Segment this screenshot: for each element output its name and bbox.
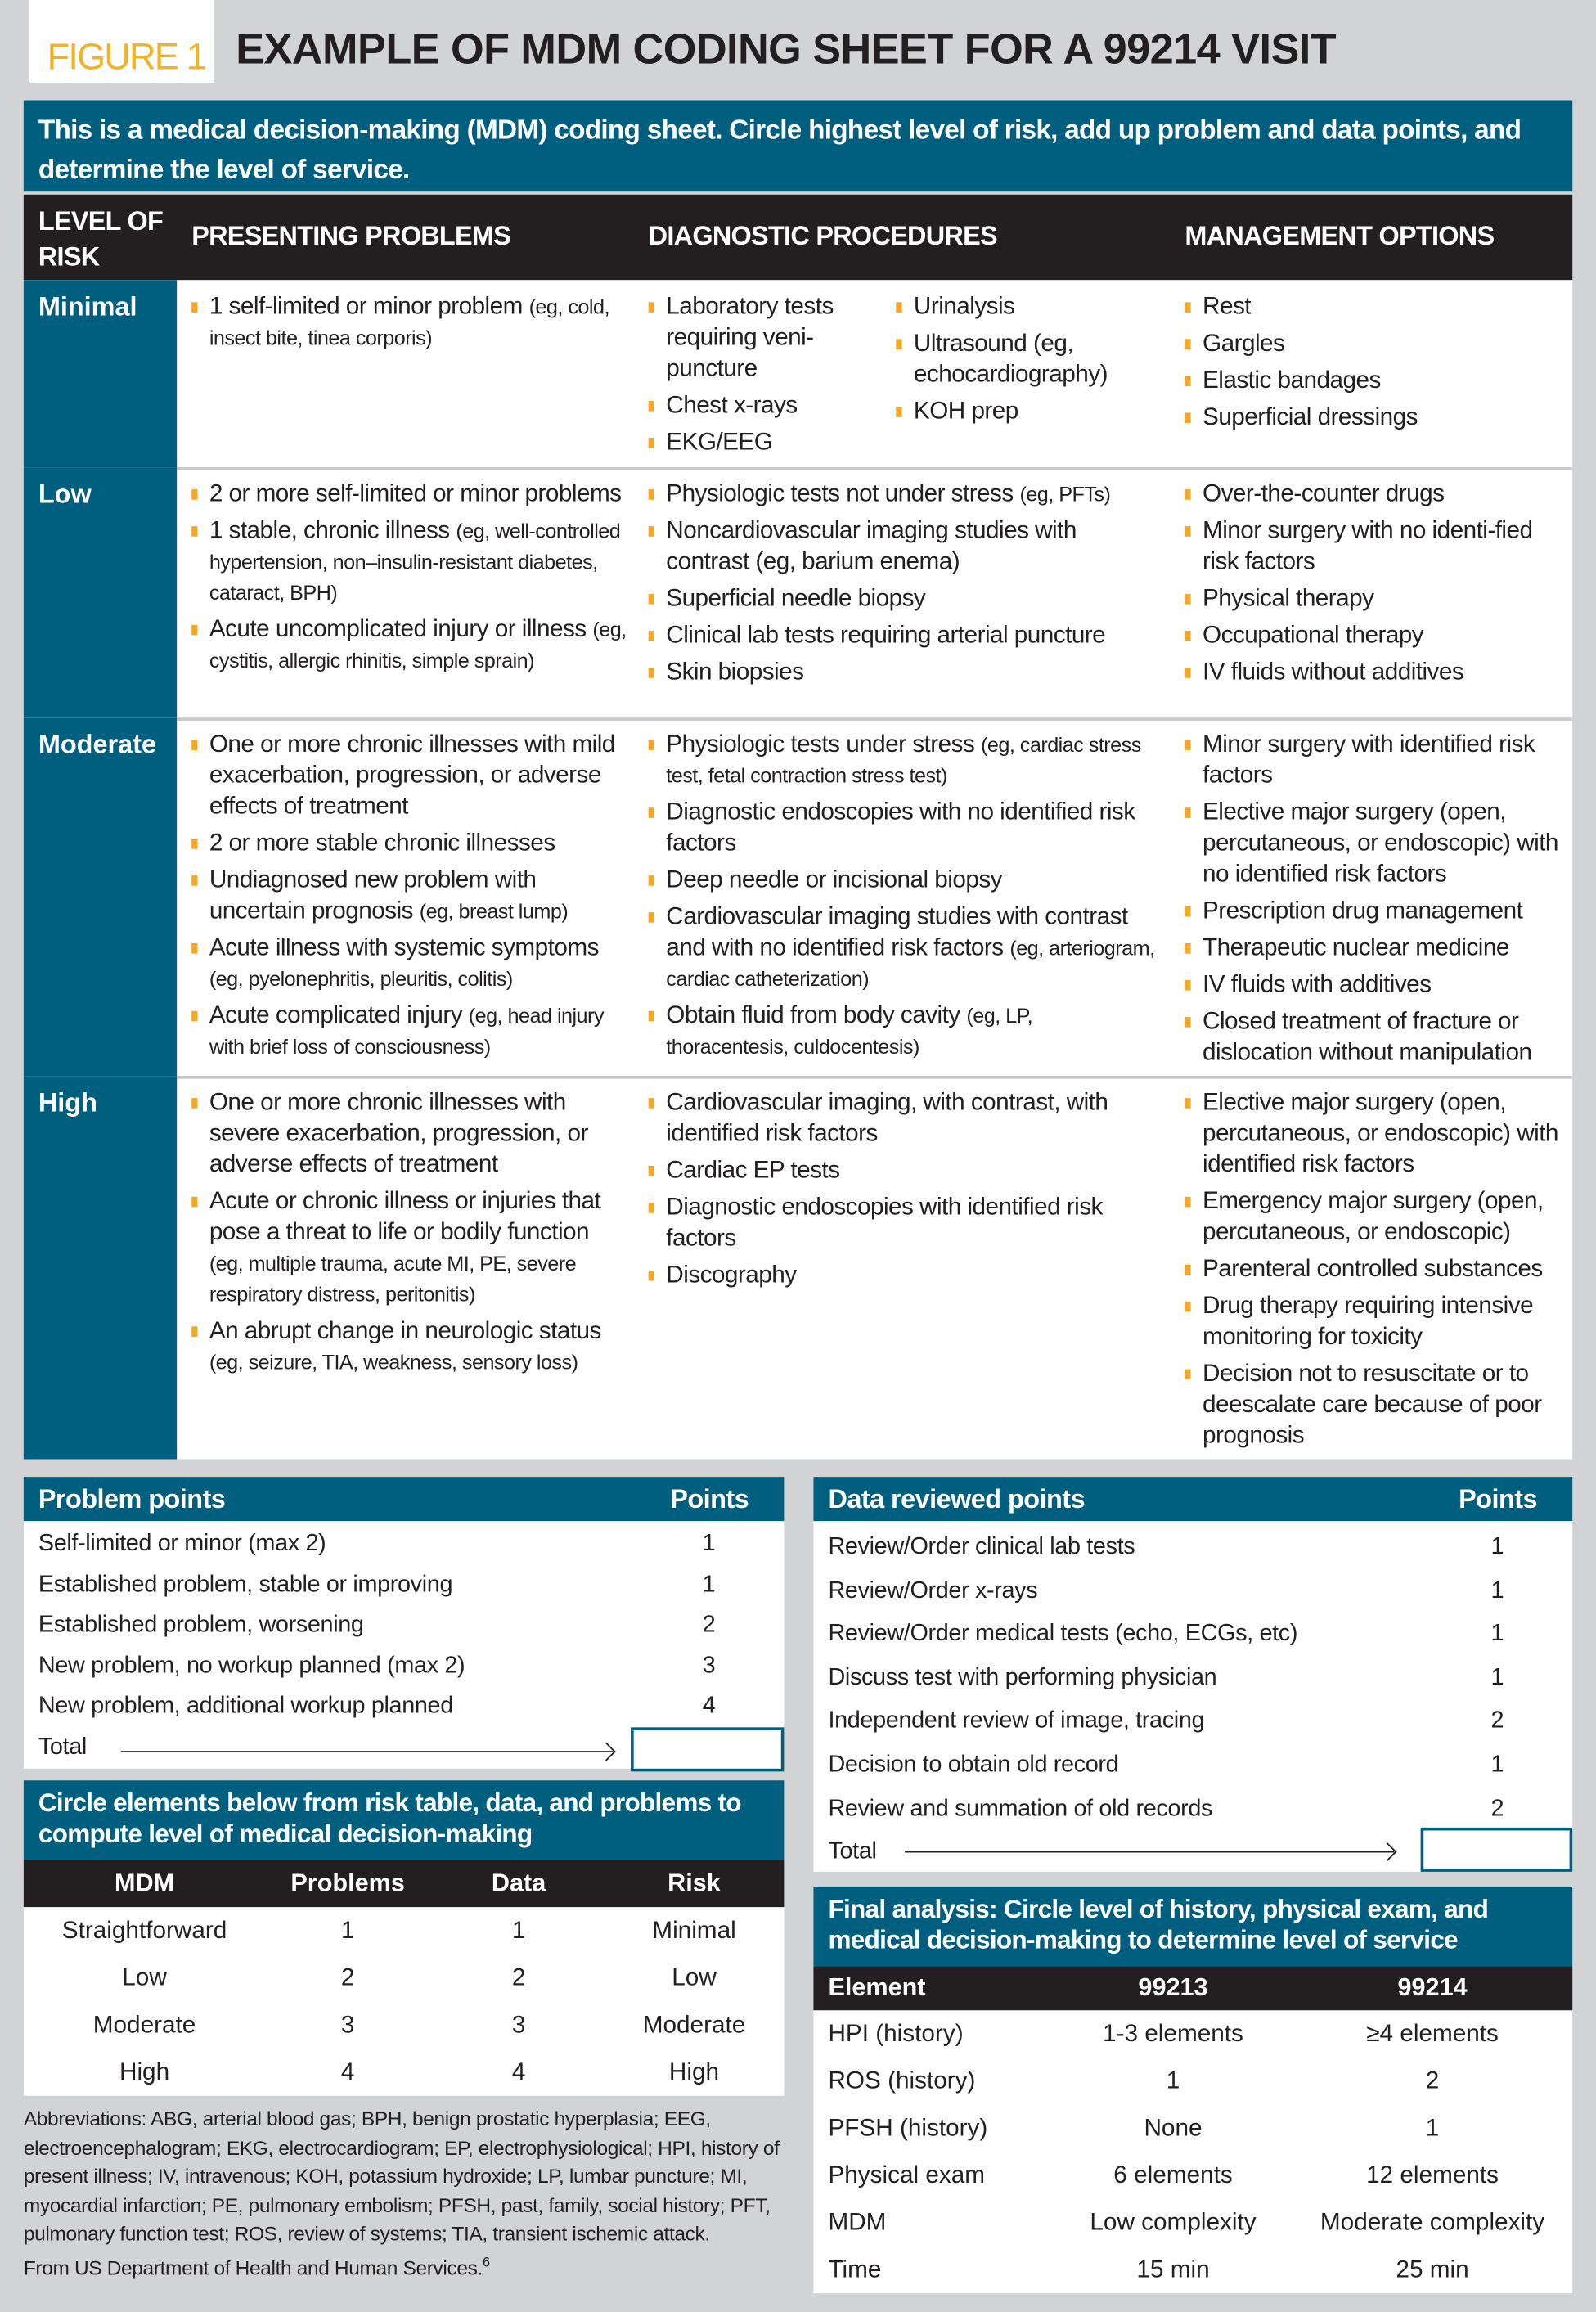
row-points: 1 <box>1490 1577 1504 1604</box>
problem-item <box>191 1186 627 1310</box>
diagnostic-list <box>649 730 1156 1063</box>
item-text: 1 self-limited or minor problem <box>209 293 523 320</box>
item-text: Acute illness with systemic symptoms <box>209 934 599 961</box>
points-row <box>24 1564 785 1605</box>
item-text: Elective major surgery (open, percutaneous, or endoscopic) with no identified risk factors <box>1203 798 1558 888</box>
risk-row-moderate <box>24 717 1572 1076</box>
management-item <box>1185 1006 1565 1068</box>
risk-row-high <box>24 1076 1572 1459</box>
item-text: Minor surgery with identified risk factors <box>1203 731 1535 789</box>
diagnostic-item <box>649 292 870 385</box>
mdm-table <box>24 1780 785 2096</box>
row-label: New problem, no workup planned (max 2) <box>38 1653 465 1679</box>
item-text: Chest x-rays <box>666 392 798 419</box>
total-label: Total <box>828 1839 877 1865</box>
points-row <box>813 1569 1572 1613</box>
risk-level-label: Low <box>24 467 177 717</box>
final-cell: HPI (history) <box>828 2020 964 2048</box>
diagnostic-item <box>649 1088 1156 1150</box>
item-text: Therapeutic nuclear medicine <box>1203 934 1509 961</box>
final-cell[interactable]: 25 min <box>1396 2256 1469 2283</box>
item-note: (eg, arteriogram, cardiac catheterization) <box>666 935 1155 991</box>
final-cell: Time <box>828 2256 882 2283</box>
points-header: Points <box>670 1484 749 1514</box>
item-note: (eg, cystitis, allergic rhinitis, simple sprain) <box>209 617 627 672</box>
intro-text: This is a medical decision-making (MDM) coding sheet. Circle highest level of risk, add up problem and data points, and determine the level of service. <box>24 101 1572 192</box>
item-text: Cardiac EP tests <box>666 1157 840 1184</box>
diagnostic-item <box>896 292 1158 323</box>
diagnostic-list <box>649 292 870 459</box>
management-item <box>1185 798 1565 890</box>
item-text: Parenteral controlled substances <box>1203 1255 1543 1283</box>
final-cell: PFSH (history) <box>828 2115 988 2142</box>
final-cell[interactable]: 2 <box>1425 2067 1440 2094</box>
final-cell[interactable]: 1 <box>1166 2067 1180 2094</box>
header-diagnostic-procedures: DIAGNOSTIC PROCEDURES <box>648 221 997 251</box>
mdm-cell[interactable]: 2 <box>511 1964 526 1991</box>
final-row <box>813 2010 1572 2058</box>
arrow-icon <box>121 1751 614 1752</box>
final-cell[interactable]: 12 elements <box>1366 2161 1499 2189</box>
row-points: 4 <box>702 1693 716 1719</box>
mdm-cell[interactable]: High <box>668 2058 720 2086</box>
item-text: Gargles <box>1203 330 1285 357</box>
management-item <box>1185 403 1565 434</box>
mdm-cell[interactable]: 4 <box>340 2058 355 2086</box>
final-row <box>813 2199 1572 2247</box>
item-note: (eg, LP, thoracentesis, culdocentesis) <box>666 1003 1033 1059</box>
management-item <box>1185 896 1565 927</box>
diagnostic-item <box>649 1001 1156 1063</box>
row-label: Self-limited or minor (max 2) <box>38 1531 326 1557</box>
row-points: 1 <box>702 1572 716 1597</box>
diagnostic-item <box>649 798 1156 860</box>
mdm-row <box>24 1954 785 2002</box>
item-text: Emergency major surgery (open, percutaneous, or endoscopic) <box>1203 1188 1544 1246</box>
problem-item <box>191 614 627 677</box>
item-text: Acute complicated injury <box>209 1002 463 1029</box>
problem-list <box>191 1088 627 1379</box>
mdm-cell[interactable]: Low <box>122 1964 167 1991</box>
item-text: Drug therapy requiring intensive monitoring for toxicity <box>1203 1292 1534 1351</box>
item-text: Prescription drug management <box>1203 897 1523 924</box>
management-item <box>1185 730 1565 792</box>
row-points: 1 <box>702 1531 716 1557</box>
row-divider <box>177 1076 1572 1079</box>
item-text: Discography <box>666 1262 797 1289</box>
mdm-cell[interactable]: 2 <box>340 1964 355 1991</box>
diagnostic-list <box>649 1088 1156 1292</box>
item-text: Urinalysis <box>913 293 1015 320</box>
mdm-row <box>24 2049 785 2096</box>
item-text: Physical therapy <box>1203 585 1374 612</box>
mdm-header-cell: Risk <box>668 1869 721 1897</box>
management-item <box>1185 657 1565 688</box>
final-cell[interactable]: 1-3 elements <box>1103 2020 1243 2048</box>
management-list <box>1185 292 1565 434</box>
risk-level-label: Moderate <box>24 717 177 1076</box>
diagnostic-item <box>649 730 1156 792</box>
problem-item <box>191 1088 627 1181</box>
final-cell: ROS (history) <box>828 2067 976 2094</box>
diagnostic-item <box>649 1155 1156 1186</box>
mdm-cell[interactable]: 1 <box>340 1917 355 1945</box>
mdm-row <box>24 2001 785 2049</box>
item-note: (eg, cold, insect bite, tinea corporis) <box>209 295 609 349</box>
item-text: Closed treatment of fracture or dislocation without manipulation <box>1203 1008 1532 1066</box>
item-text: Physiologic tests not under stress <box>666 480 1014 507</box>
points-row <box>24 1686 785 1727</box>
final-row <box>813 2152 1572 2199</box>
points-row <box>813 1656 1572 1699</box>
mdm-cell[interactable]: High <box>119 2058 170 2086</box>
management-item <box>1185 1359 1565 1451</box>
problem-item <box>191 516 627 609</box>
figure-title: EXAMPLE OF MDM CODING SHEET FOR A 99214 VISIT <box>236 26 1337 74</box>
problem-item <box>191 479 627 510</box>
item-note: (eg, head injury with brief loss of consciousness) <box>209 1003 604 1059</box>
problem-total-input[interactable] <box>631 1727 784 1771</box>
mdm-table-title: Circle elements below from risk table, data, and problems to compute level of medical decision-making <box>24 1780 785 1860</box>
item-note: (eg, well-controlled hypertension, non–insulin-resistant diabetes, cataract, BPH) <box>209 519 621 605</box>
item-text: One or more chronic illnesses with mild exacerbation, progression, or adverse effects of treatment <box>209 731 615 820</box>
management-item <box>1185 292 1565 323</box>
item-text: Cardiovascular imaging, with contrast, with identified risk factors <box>666 1089 1108 1147</box>
item-text: Physiologic tests under stress <box>666 731 975 758</box>
item-text: Obtain fluid from body cavity <box>666 1002 960 1029</box>
item-text: Elastic bandages <box>1203 367 1381 394</box>
total-label: Total <box>38 1734 87 1760</box>
item-text: KOH prep <box>913 398 1018 425</box>
diagnostic-item <box>649 583 1156 614</box>
diagnostic-item <box>649 390 870 421</box>
item-note: (eg, cardiac stress test, fetal contraction stress test) <box>666 732 1141 788</box>
item-text: Deep needle or incisional biopsy <box>666 866 1002 893</box>
final-row <box>813 2246 1572 2293</box>
item-text: Noncardiovascular imaging studies with contrast (eg, barium enema) <box>666 517 1077 575</box>
diagnostic-item <box>896 329 1158 391</box>
source-text: From US Department of Health and Human Services. <box>23 2256 483 2279</box>
row-points: 2 <box>1490 1796 1504 1821</box>
mdm-cell[interactable]: 4 <box>511 2058 526 2086</box>
final-cell[interactable]: Low complexity <box>1090 2209 1257 2236</box>
management-item <box>1185 1254 1565 1285</box>
points-row <box>24 1605 785 1646</box>
points-row <box>813 1787 1572 1830</box>
points-header: Points <box>1459 1484 1537 1514</box>
final-row <box>813 2058 1572 2105</box>
final-analysis-table <box>813 1887 1572 2293</box>
final-cell[interactable]: 6 elements <box>1113 2161 1233 2189</box>
item-text: Decision not to resuscitate or to deescalate care because of poor prognosis <box>1203 1360 1542 1449</box>
risk-level-label: Minimal <box>24 280 177 467</box>
item-text: Over-the-counter drugs <box>1203 480 1445 507</box>
problem-list <box>191 292 627 354</box>
diagnostic-item <box>649 479 1156 510</box>
points-row <box>813 1743 1572 1787</box>
item-text: Undiagnosed new problem with uncertain prognosis <box>209 866 537 924</box>
management-list <box>1185 730 1565 1068</box>
row-points: 1 <box>1490 1534 1504 1559</box>
problem-list <box>191 479 627 676</box>
problem-item <box>191 933 627 995</box>
row-label: Review and summation of old records <box>828 1796 1213 1821</box>
mdm-cell[interactable]: Minimal <box>652 1917 736 1945</box>
row-points: 1 <box>1490 1752 1504 1778</box>
row-points: 2 <box>702 1612 716 1638</box>
data-total-input[interactable] <box>1421 1828 1573 1872</box>
final-analysis-title: Final analysis: Circle level of history, physical exam, and medical decision-making to determine level of service <box>813 1887 1572 1966</box>
row-divider <box>177 467 1572 470</box>
mdm-header-cell: Problems <box>290 1869 405 1897</box>
row-label: Established problem, worsening <box>38 1612 364 1638</box>
mdm-header-cell: Data <box>491 1869 546 1897</box>
problem-item <box>191 1316 627 1379</box>
item-text: IV fluids without additives <box>1203 659 1464 686</box>
management-item <box>1185 969 1565 1001</box>
row-label: Decision to obtain old record <box>828 1752 1119 1778</box>
mdm-cell[interactable]: 3 <box>511 2012 526 2039</box>
mdm-row <box>24 1907 785 1954</box>
item-text: Minor surgery with no identi-fied risk factors <box>1203 517 1533 575</box>
source-line <box>24 2248 785 2282</box>
item-note: (eg, seizure, TIA, weakness, sensory loss) <box>209 1350 578 1374</box>
final-cell: Physical exam <box>828 2161 986 2189</box>
header-management-options: MANAGEMENT OPTIONS <box>1185 221 1495 251</box>
diagnostic-item <box>896 397 1158 428</box>
item-text: Skin biopsies <box>666 659 804 686</box>
diagnostic-item <box>649 427 870 458</box>
row-label: Discuss test with performing physician <box>828 1665 1217 1690</box>
row-label: Review/Order medical tests (echo, ECGs, etc) <box>828 1621 1298 1647</box>
mdm-cell[interactable]: 3 <box>340 2012 355 2039</box>
final-header-cell: 99213 <box>1138 1973 1208 2002</box>
risk-table-header <box>24 195 1572 280</box>
final-cell[interactable]: ≥4 elements <box>1366 2020 1499 2048</box>
item-text: 2 or more stable chronic illnesses <box>209 830 555 857</box>
problem-item <box>191 1001 627 1063</box>
diagnostic-item <box>649 516 1156 578</box>
points-row <box>813 1526 1572 1569</box>
final-row <box>813 2105 1572 2152</box>
data-points-title: Data reviewed points <box>828 1484 1086 1514</box>
abbreviations <box>24 2105 785 2283</box>
management-item <box>1185 479 1565 510</box>
row-points: 3 <box>702 1653 716 1679</box>
risk-row-minimal <box>24 280 1572 467</box>
mdm-cell[interactable]: Low <box>672 1964 717 1991</box>
diagnostic-item <box>649 865 1156 896</box>
header-presenting-problems: PRESENTING PROBLEMS <box>191 221 511 251</box>
item-text: Cardiovascular imaging studies with contrast and with no identified risk factors <box>666 903 1128 961</box>
item-text: Acute uncomplicated injury or illness <box>209 616 587 643</box>
management-item <box>1185 933 1565 964</box>
risk-row-low <box>24 467 1572 717</box>
row-label: Review/Order x-rays <box>828 1577 1038 1604</box>
management-item <box>1185 583 1565 614</box>
row-label: Established problem, stable or improving <box>38 1572 453 1597</box>
management-list <box>1185 479 1565 688</box>
diagnostic-item <box>649 657 1156 688</box>
item-text: EKG/EEG <box>666 429 773 456</box>
points-row <box>24 1524 785 1565</box>
mdm-cell[interactable]: 1 <box>511 1917 526 1945</box>
item-text: Ultrasound (eg, echocardiography) <box>913 330 1108 388</box>
diagnostic-list <box>649 479 1156 688</box>
points-row <box>24 1645 785 1686</box>
management-item <box>1185 1186 1565 1248</box>
item-text: Occupational therapy <box>1203 622 1424 649</box>
mdm-cell[interactable]: Straightforward <box>61 1917 227 1945</box>
final-cell[interactable]: 15 min <box>1136 2256 1210 2283</box>
item-text: 1 stable, chronic illness <box>209 517 450 544</box>
problem-item <box>191 730 627 822</box>
management-item <box>1185 1088 1565 1181</box>
diagnostic-list <box>896 292 1158 428</box>
source-ref: 6 <box>482 2254 490 2269</box>
arrow-icon <box>905 1851 1394 1853</box>
item-text: Diagnostic endoscopies with identified risk factors <box>666 1194 1103 1252</box>
row-label: Review/Order clinical lab tests <box>828 1534 1135 1559</box>
row-points: 1 <box>1490 1665 1504 1690</box>
data-points-table <box>813 1477 1572 1872</box>
points-row <box>813 1613 1572 1656</box>
final-cell: MDM <box>828 2209 887 2236</box>
diagnostic-item <box>649 902 1156 995</box>
final-header-cell: Element <box>828 1973 926 2002</box>
item-text: Superficial needle biopsy <box>666 585 926 612</box>
header-level-of-risk: LEVEL OF RISK <box>38 206 164 272</box>
row-divider <box>177 717 1572 721</box>
item-note: (eg, pyelonephritis, pleuritis, colitis) <box>209 966 513 991</box>
management-item <box>1185 620 1565 651</box>
management-item <box>1185 516 1565 578</box>
diagnostic-item <box>649 1260 1156 1291</box>
item-text: Superficial dressings <box>1203 403 1418 431</box>
row-points: 1 <box>1490 1621 1504 1647</box>
problem-item <box>191 828 627 859</box>
problem-item <box>191 865 627 927</box>
item-text: One or more chronic illnesses with severe exacerbation, progression, or adverse effects of treatment <box>209 1089 588 1178</box>
figure-label: FIGURE 1 <box>29 0 214 83</box>
problem-item <box>191 292 627 354</box>
points-row <box>813 1700 1572 1743</box>
problem-points-table <box>24 1477 785 1769</box>
final-cell[interactable]: None <box>1144 2115 1203 2142</box>
mdm-cell[interactable]: Moderate <box>642 2012 746 2039</box>
item-text: Clinical lab tests requiring arterial puncture <box>666 622 1106 649</box>
problem-points-title: Problem points <box>38 1484 226 1514</box>
management-item <box>1185 1291 1565 1353</box>
item-text: Rest <box>1203 293 1251 320</box>
mdm-cell[interactable]: Moderate <box>92 2012 196 2039</box>
item-note: (eg, multiple trauma, acute MI, PE, severe respiratory distress, peritonitis) <box>209 1251 577 1307</box>
diagnostic-item <box>649 1192 1156 1254</box>
item-text: 2 or more self-limited or minor problems <box>209 480 622 507</box>
item-text: An abrupt change in neurologic status <box>209 1317 601 1344</box>
management-item <box>1185 329 1565 360</box>
item-text: Diagnostic endoscopies with no identified risk factors <box>666 798 1135 857</box>
mdm-header-cell: MDM <box>114 1869 175 1897</box>
item-text: Laboratory tests requiring veni-puncture <box>666 293 834 382</box>
management-list <box>1185 1088 1565 1452</box>
row-label: New problem, additional workup planned <box>38 1693 453 1719</box>
item-text: IV fluids with additives <box>1203 971 1432 998</box>
item-note: (eg, PFTs) <box>1019 482 1111 506</box>
final-header-cell: 99214 <box>1397 1973 1468 2002</box>
risk-level-label: High <box>24 1076 177 1459</box>
item-text: Elective major surgery (open, percutaneous, or endoscopic) with identified risk factors <box>1203 1089 1558 1178</box>
final-cell[interactable]: 1 <box>1425 2115 1440 2142</box>
row-label: Independent review of image, tracing <box>828 1708 1205 1734</box>
management-item <box>1185 366 1565 397</box>
row-points: 2 <box>1490 1708 1504 1734</box>
final-cell[interactable]: Moderate complexity <box>1320 2209 1545 2236</box>
item-text: Acute or chronic illness or injuries that pose a threat to life or bodily function <box>209 1188 601 1246</box>
diagnostic-item <box>649 620 1156 651</box>
item-note: (eg, breast lump) <box>419 898 569 923</box>
abbreviations-text: Abbreviations: ABG, arterial blood gas; BPH, benign prostatic hyperplasia; EEG, electroencephalogram; EKG, electrocardiogram; EP, electrophysiological; HPI, history of present illness; IV, intravenous; KOH, potassium hydroxide; LP, lumbar puncture; MI, myocardial infarction; PE, pulmonary embolism; PFSH, past, family, social history; PFT, pulmonary function test; ROS, review of systems; TIA, transient ischemic attack. <box>23 2107 780 2245</box>
problem-list <box>191 730 627 1063</box>
